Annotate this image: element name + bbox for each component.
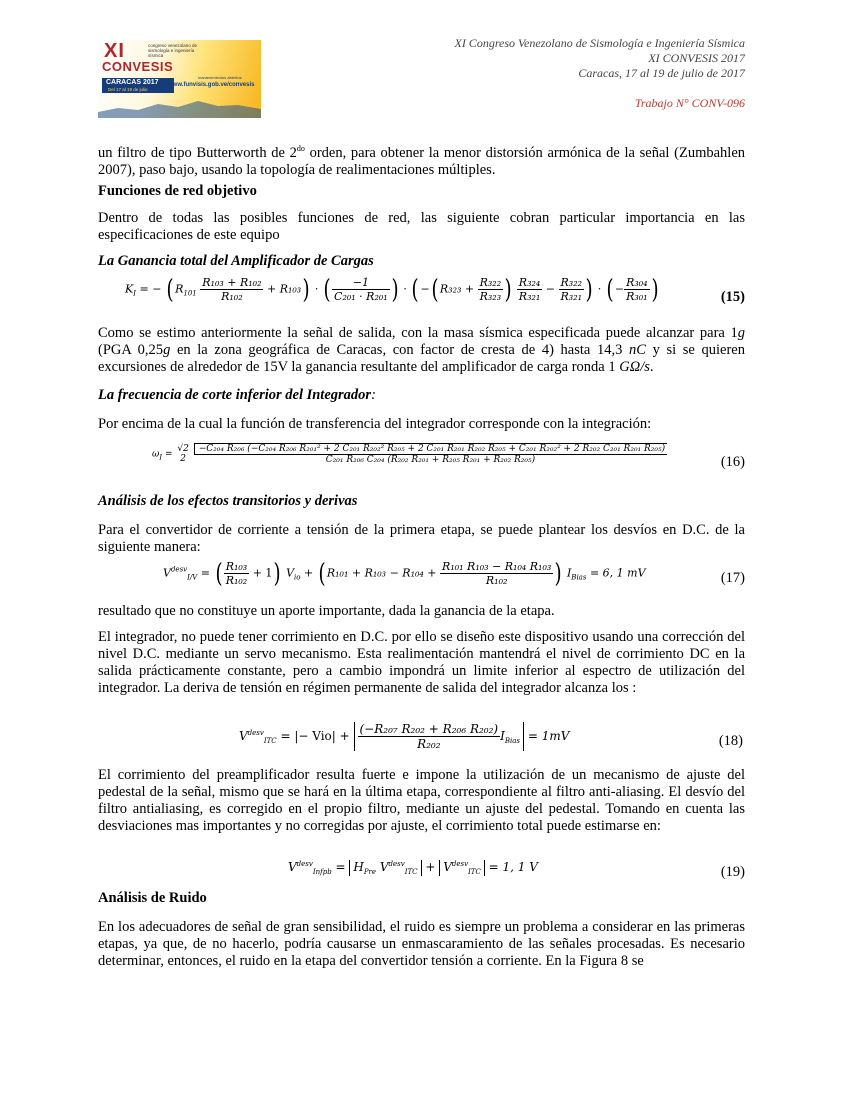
paragraph-result: resultado que no constituye un aporte importante, dada la ganancia de la etapa. — [98, 603, 555, 619]
logo-small-text: congreso venezolano de sismología e ingeniería sísmica — [148, 43, 198, 58]
mountain-silhouette-icon — [98, 96, 261, 118]
heading-total-gain: La Ganancia total del Amplificador de Cargas — [98, 253, 374, 269]
equation-15: $K_I$ = − ( $R_{101}$ $\frac{\text{R₁₀₃ + R₁₀₂}}{\text{R₁₀₂}}$ + R₁₀₃) · ( $\frac{-1}{\text{C₂₀₁ · R₂₀₁}}$ ) · ( −( R₃₂₃ + $\frac{\text{R₃₂₂}}{\text{R₃₂₃}}$ ) $\frac{\text{R₃₂₄}}{\text{R₃₂₁}}$ − $\frac{\text{R₃₂₂}}{\text{R₃₂₁}}$ ) · ( − $\frac{\text{R₃₀₄}}{\text{R₃₀₁}}$ ) — [125, 274, 659, 305]
header-paper-number: Trabajo N° CONV-096 — [634, 96, 745, 110]
header-edition: XI CONVESIS 2017 — [648, 51, 745, 65]
header-info — [454, 36, 745, 111]
equation-19-number: (19) — [720, 864, 745, 880]
paragraph-integrator: Por encima de la cual la función de transferencia del integrador corresponde con la integración: — [98, 416, 652, 432]
heading-noise-analysis: Análisis de Ruido — [98, 890, 207, 906]
logo-dates: Del 17 al 19 de julio — [108, 87, 148, 92]
heading-network-functions: Funciones de red objetivo — [98, 183, 257, 199]
logo-web: www.funvisis.gob.ve/convesis — [168, 82, 255, 88]
paragraph-butterworth: un filtro de tipo Butterworth de $2^{do}$ orden, para obtener la menor distorsión armónica de la señal (Zumbahlen 2007), paso bajo, usando la topología de realimentaciones múltiples. — [98, 144, 745, 178]
equation-17: $V^{desv}_{I/V}$ = ( $\frac{\text{R₁₀₃}}{\text{R₁₀₂}}$ + 1) $V_{io}$ + ( R₁₀₁ + R₁₀₃ − R₁₀₄ + $\frac{\text{R₁₀₁ R₁₀₃ − R₁₀₄ R₁₀₃}}{\text{R₁₀₂}}$ ) $I_{Bias} = 6$, 1 mV — [163, 558, 646, 589]
paragraph-integrator-drift: El integrador, no puede tener corrimiento en D.C. por ello se diseño este dispositivo usando una corrección del nivel D.C. mediante un servo mecanismo. Esta realimentación mantendrá el nivel de corrimiento DC en la salida prácticamente constante, pero a cambio impondrá un limite inferior al espectro de utilización del integrador. La deriva de tensión en régimen permanente de salida del integrador alcanza los : — [98, 629, 745, 696]
conference-logo — [98, 40, 261, 118]
logo-xi: XI — [104, 40, 125, 62]
logo-convesis: CONVESIS — [102, 59, 174, 74]
logo-city: CARACAS 2017 — [106, 79, 159, 86]
equation-18-number: (18) — [718, 733, 743, 749]
heading-transient-effects: Análisis de los efectos transitorios y derivas — [98, 493, 358, 509]
equation-19: $V^{desv}_{Infpb} = H_{Pre}$ $V^{desv}_{ITC} + V^{desv}_{ITC} = 1$, 1 V — [288, 860, 538, 876]
logo-city-bar — [102, 78, 174, 93]
equation-15-number: (15) — [720, 289, 745, 305]
paragraph-current-converter: Para el convertidor de corriente a tensión de la primera etapa, se puede plantear los desvíos en D.C. de la siguiente manera: — [98, 522, 745, 555]
logo-web-small: mantenimientos abiertos — [198, 75, 242, 80]
equation-18: $V^{desv}_{ITC}$ = |− Vio| + $\frac{\text{(−R₂₀₇ R₂₀₂ + R₂₀₆ R₂₀₂)}}{\text{R₂₀₂}}$ $I_{Bias} = 1mV$ — [239, 722, 570, 751]
paragraph-preamplifier: El corrimiento del preamplificador resulta fuerte e impone la utilización de un mecanismo de ajuste del pedestal de la señal, mismo que se hará en la última etapa, correspondiente al filtro anti-aliasing. El desvío del filtro antialiasing, es corregido en el propio filtro, mediante un ajuste del pedestal. Tomando en cuenta las desviaciones mas importantes y no corregidas por ajuste, el corrimiento total puede estimarse en: — [98, 767, 745, 834]
header-congress: XI Congreso Venezolano de Sismología e Ingeniería Sísmica — [454, 36, 745, 50]
paragraph-noise: En los adecuadores de señal de gran sensibilidad, el ruido es siempre un problema a considerar en las primeras etapas, ya que, de no hacerlo, podría causarse un enmascaramiento de las señales procesadas. Es necesario determinar, entonces, el ruido en la etapa del convertidor tensión a corriente. En la Figura 8 se — [98, 919, 745, 969]
equation-16: $\omega_I$ = √2 2 −C₂₀₄ R₂₀₆ (−C₂₀₄ R₂₀₆ R₂₀₁² + 2 C₂₀₁ R₂₀₂² R₂₀₅ + 2 C₂₀₁ R₂₀₁ R₂₀₂ R₂₀₅ + C₂₀₁ R₂₀₂² + 2 R₂₀₂ C₂₀₁ R₂₀₁ R₂₀₅) C₂₀₁ R₂₀₆ C₂₀₄ (R₂₀₂ R₂₀₁ + R₂₀₅ R₂₀₁ + R₂₀₂ R₂₀₅) — [152, 444, 666, 465]
equation-16-number: (16) — [720, 454, 745, 470]
heading-cutoff-frequency: La frecuencia de corte inferior del Integrador: — [98, 387, 376, 403]
paragraph-network-functions: Dentro de todas las posibles funciones de red, las siguiente cobran particular importancia en las especificaciones de este equipo — [98, 210, 745, 243]
paragraph-charge-gain: Como se estimo anteriormente la señal de salida, con la masa sísmica especificada puede alcanzar para 1g (PGA 0,25g en la zona geográfica de Caracas, con factor de cresta de 4) hasta 14,3 nC y si se quieren excursiones de alrededor de 15V la ganancia resultante del amplificador de carga ronda 1 GΩ/s. — [98, 325, 745, 375]
equation-17-number: (17) — [720, 570, 745, 586]
header-place-date: Caracas, 17 al 19 de julio de 2017 — [578, 66, 745, 80]
